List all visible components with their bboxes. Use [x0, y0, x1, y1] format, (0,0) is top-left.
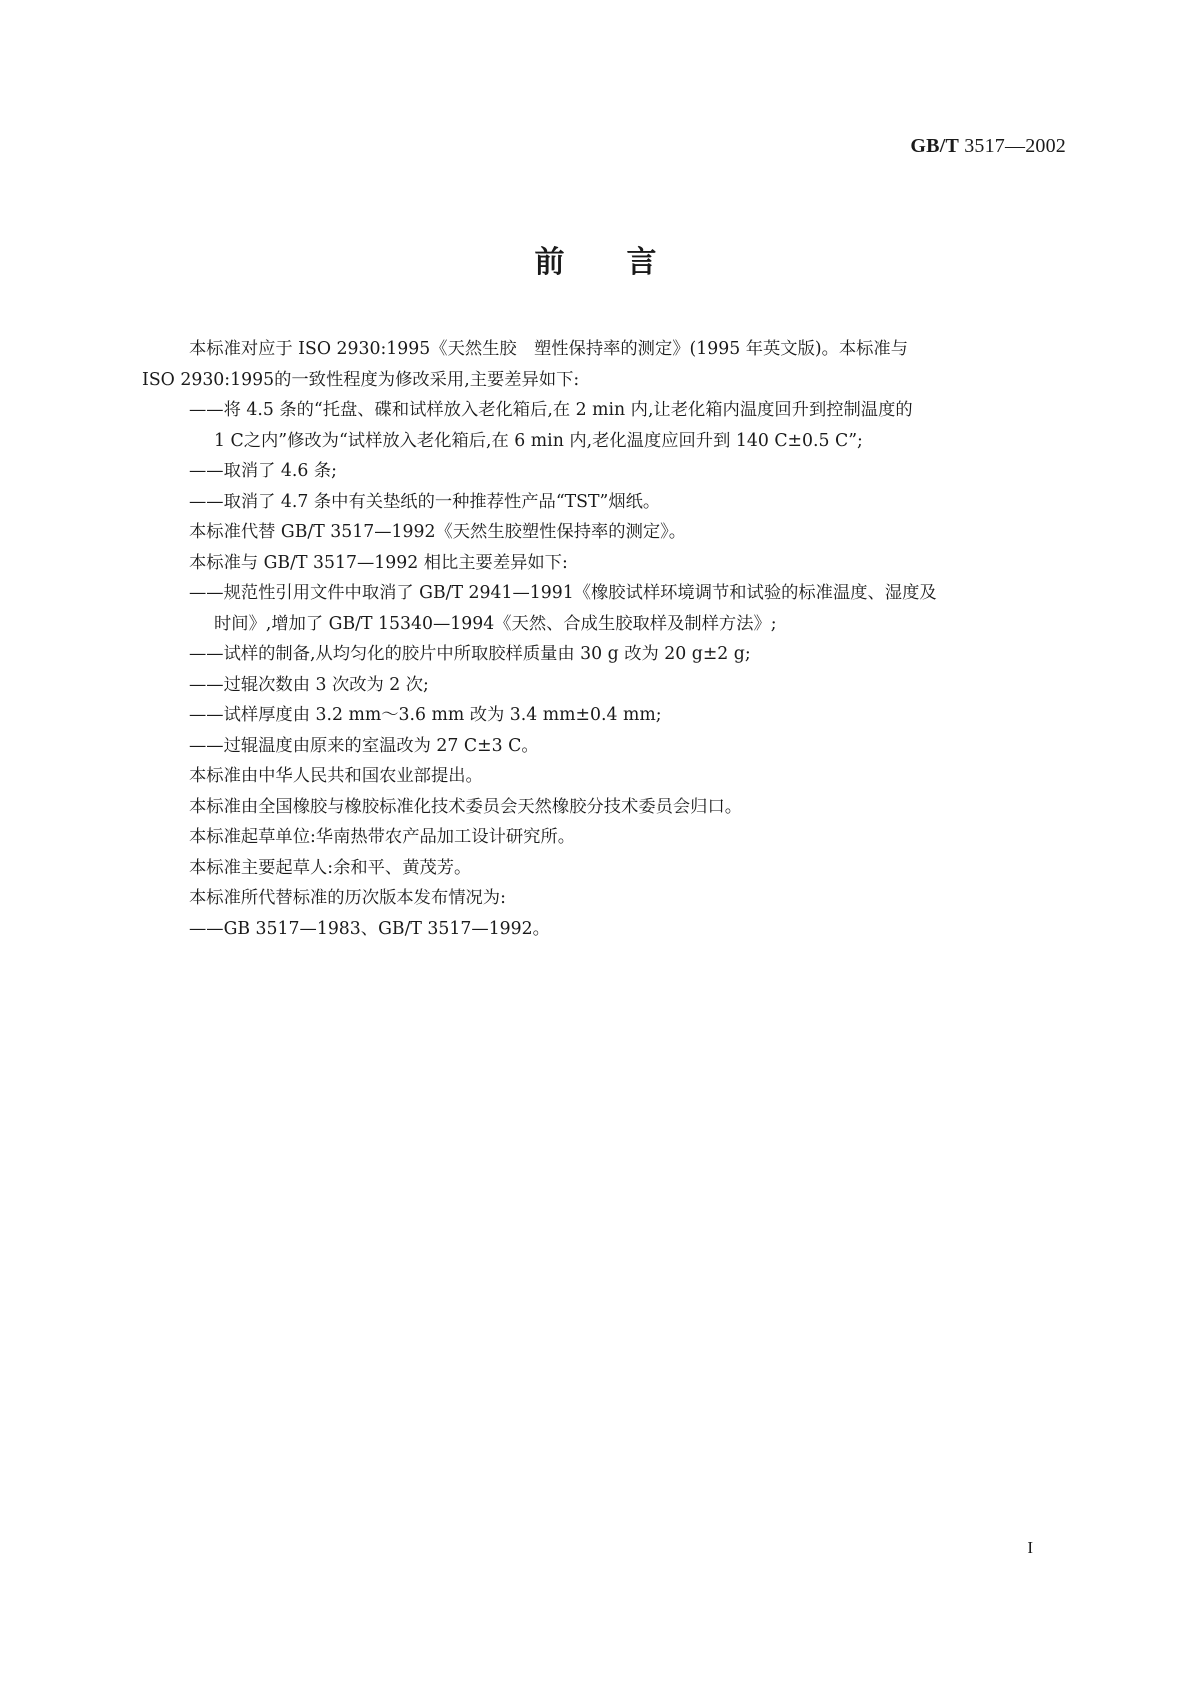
paragraph-line: ——试样的制备,从均匀化的胶片中所取胶样质量由 30 g 改为 20 g±2 g;	[189, 644, 751, 664]
foreword-body	[142, 334, 1064, 944]
paragraph-line: 本标准主要起草人:余和平、黄茂芳。	[189, 857, 472, 878]
paragraph-line: ——将 4.5 条的“托盘、碟和试样放入老化箱后,在 2 min 内,让老化箱内温度回升到控制温度的	[189, 400, 913, 420]
paragraph-line: 本标准所代替标准的历次版本发布情况为:	[189, 888, 506, 908]
paragraph-line: 本标准由中华人民共和国农业部提出。	[189, 766, 483, 786]
paragraph-line: 本标准起草单位:华南热带农产品加工设计研究所。	[189, 827, 576, 847]
paragraph-line: 本标准与 GB/T 3517—1992 相比主要差异如下:	[189, 552, 568, 573]
paragraph-line: ——试样厚度由 3.2 mm～3.6 mm 改为 3.4 mm±0.4 mm;	[189, 705, 662, 725]
paragraph-line: 本标准由全国橡胶与橡胶标准化技术委员会天然橡胶分技术委员会归口。	[189, 796, 743, 817]
paragraph-line: ——取消了 4.7 条中有关垫纸的一种推荐性产品“TST”烟纸。	[189, 491, 661, 512]
page-title: 前言	[534, 245, 719, 280]
paragraph-line: 本标准对应于 ISO 2930:1995《天然生胶 塑性保持率的测定》(1995 年英文版)。本标准与	[189, 339, 908, 359]
paragraph-line: 1 C之内”修改为“试样放入老化箱后,在 6 min 内,老化温度应回升到 140 C±0.5 C”;	[214, 430, 863, 451]
paragraph-line: 时间》,增加了 GB/T 15340—1994《天然、合成生胶取样及制样方法》;	[214, 613, 777, 634]
paragraph-line: ——过辊温度由原来的室温改为 27 C±3 C。	[189, 735, 539, 756]
paragraph-line: 本标准代替 GB/T 3517—1992《天然生胶塑性保持率的测定》。	[189, 522, 687, 542]
paragraph-line: ——GB 3517—1983、GB/T 3517—1992。	[189, 918, 550, 939]
standard-prefix: GB/T	[910, 135, 959, 157]
standard-code: 3517—2002	[959, 135, 1066, 157]
paragraph-line: ——过辊次数由 3 次改为 2 次;	[189, 674, 429, 695]
paragraph-line: ——取消了 4.6 条;	[189, 461, 337, 481]
paragraph-line: ISO 2930:1995的一致性程度为修改采用,主要差异如下:	[142, 369, 580, 390]
paragraph-line: ——规范性引用文件中取消了 GB/T 2941—1991《橡胶试样环境调节和试验的标准温度、湿度及	[189, 583, 937, 603]
standard-number	[910, 135, 1066, 158]
page-number: I	[1027, 1538, 1033, 1557]
